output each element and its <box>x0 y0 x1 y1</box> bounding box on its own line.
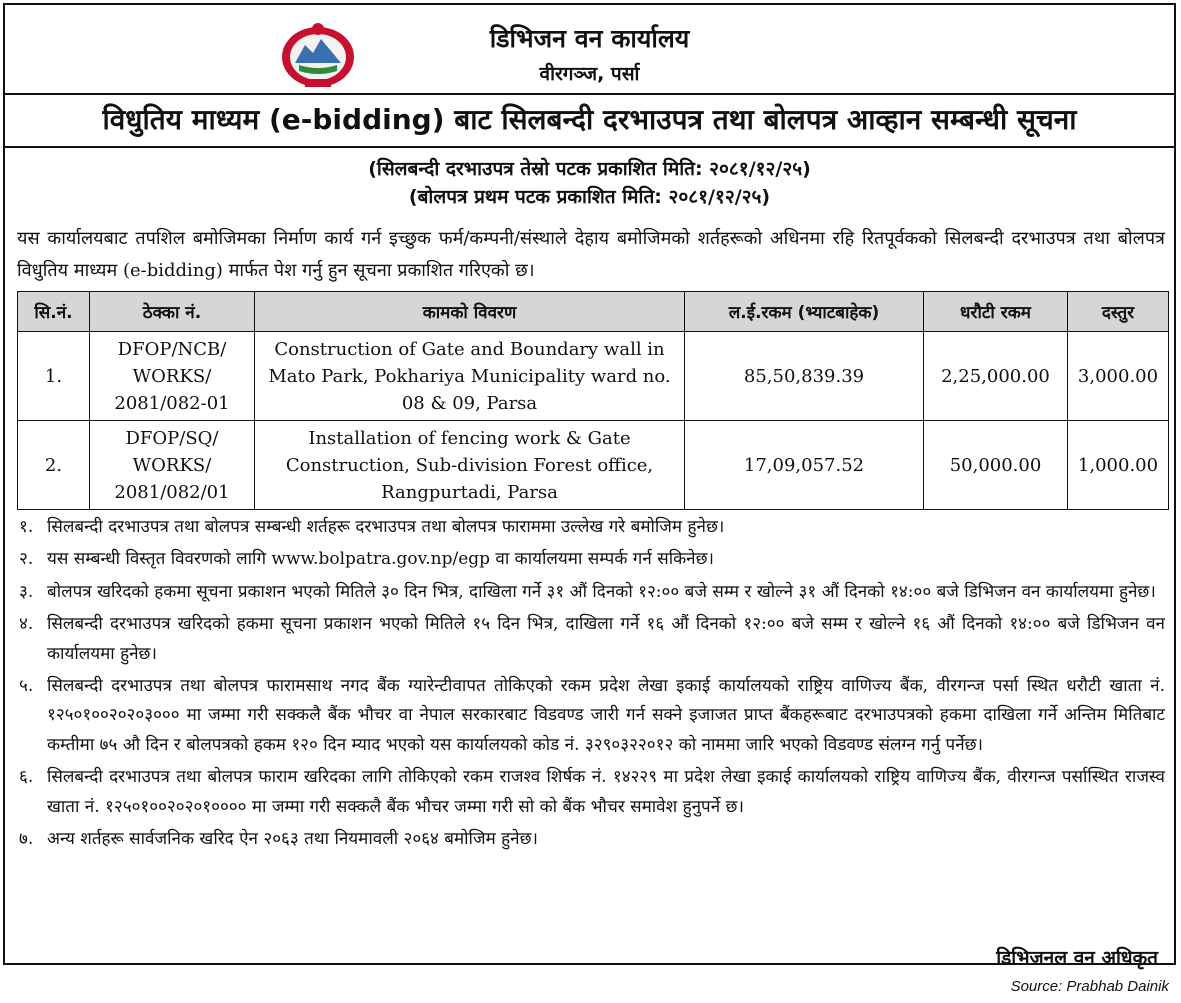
intro-paragraph: यस कार्यालयबाट तपशिल बमोजिमका निर्माण कार्य गर्न इच्छुक फर्म/कम्पनी/संस्थाले देहाय बमोजिमको शर्तहरूको अधिनमा रहि रितपूर्वकको सिलबन्दी दरभाउपत्र तथा बोलपत्र विधुतिय माध्यम (e-bidding) मार्फत पेश गर्नु हुन सूचना प्रकाशित गरिएको छ। <box>17 228 1165 281</box>
condition-text: सिलबन्दी दरभाउपत्र खरिदको हकमा सूचना प्रकाशन भएको मितिले १५ दिन भित्र, दाखिला गर्ने १६ औं दिनको १२:०० बजे सम्म र खोल्ने १६ औं दिनको १४:०० बजे डिभिजन वन कार्यालयमा हुनेछ। <box>47 614 1165 664</box>
col-header-contract-no: ठेक्का नं. <box>90 292 255 332</box>
condition-text: सिलबन्दी दरभाउपत्र तथा बोलपत्र सम्बन्धी शर्तहरू दरभाउपत्र तथा बोलपत्र फाराममा उल्लेख गरे बमोजिम हुनेछ। <box>47 517 725 537</box>
cell-deposit: 50,000.00 <box>924 421 1068 510</box>
condition-item <box>17 825 1165 854</box>
cell-estimate: 17,09,057.52 <box>685 421 924 510</box>
source-credit: Source: Prabhab Dainik <box>1010 978 1169 995</box>
cell-fee: 3,000.00 <box>1068 332 1169 421</box>
col-header-description: कामको विवरण <box>255 292 685 332</box>
cell-deposit: 2,25,000.00 <box>924 332 1068 421</box>
condition-text: यस सम्बन्धी विस्तृत विवरणको लागि www.bolpatra.gov.np/egp वा कार्यालयमा सम्पर्क गर्न सकिनेछ। <box>47 549 714 570</box>
notice-header <box>5 5 1174 93</box>
publication-date-dar-bhaupatra: (सिलबन्दी दरभाउपत्र तेस्रो पटक प्रकाशित मिति: २०८१/१२/२५) <box>368 158 811 180</box>
cell-sn: 2. <box>18 421 90 510</box>
condition-item <box>17 672 1165 760</box>
office-location: वीरगञ्ज, पर्सा <box>539 63 640 85</box>
notice-frame <box>3 3 1176 969</box>
condition-item <box>17 763 1165 822</box>
col-header-sn: सि.नं. <box>18 292 90 332</box>
condition-number: २. <box>19 549 34 570</box>
col-header-deposit: धरौटी रकम <box>924 292 1068 332</box>
publication-date-bolpatra: (बोलपत्र प्रथम पटक प्रकाशित मिति: २०८१/१२/२५) <box>408 186 771 208</box>
condition-number: ७. <box>19 829 34 850</box>
condition-number: ४. <box>19 614 34 635</box>
cell-contract-no: DFOP/SQ/ WORKS/ 2081/082/01 <box>90 421 255 510</box>
conditions-list <box>17 513 1165 857</box>
table-row <box>18 332 1169 421</box>
cell-contract-no: DFOP/NCB/ WORKS/ 2081/082-01 <box>90 332 255 421</box>
notice-title: विधुतिय माध्यम (e-bidding) बाट सिलबन्दी दरभाउपत्र तथा बोलपत्र आव्हान सम्बन्धी सूचना <box>5 93 1174 148</box>
condition-item <box>17 610 1165 669</box>
col-header-estimate: ल.ई.रकम (भ्याटबाहेक) <box>685 292 924 332</box>
condition-number: ३. <box>19 581 34 602</box>
cell-fee: 1,000.00 <box>1068 421 1169 510</box>
condition-number: १. <box>19 517 34 537</box>
cell-description: Installation of fencing work & Gate Construction, Sub-division Forest office, Rangpurtadi, Parsa <box>255 421 685 510</box>
condition-text: अन्य शर्तहरू सार्वजनिक खरिद ऐन २०६३ तथा नियमावली २०६४ बमोजिम हुनेछ। <box>47 829 538 850</box>
cell-description: Construction of Gate and Boundary wall in Mato Park, Pokhariya Municipality ward no. 08 & 09, Parsa <box>255 332 685 421</box>
condition-number: ५. <box>19 676 34 697</box>
condition-item <box>17 578 1165 607</box>
condition-text: सिलबन्दी दरभाउपत्र तथा बोलपत्र फाराम खरिदका लागि तोकिएको रकम राजश्व शिर्षक नं. १४२२९ मा प्रदेश लेखा इकाई कार्यालयको राष्ट्रिय वाणिज्य बैंक, वीरगन्ज पर्सास्थित राजस्व खाता नं. १२५०१००२०२०१०००० मा जम्मा गरी सक्कलै बैंक भौचर जम्मा गरी सो को बैंक भौचर समावेश हुनुपर्ने छ। <box>47 767 1165 817</box>
condition-item <box>17 513 1165 542</box>
office-name: डिभिजन वन कार्यालय <box>489 24 690 53</box>
condition-text: सिलबन्दी दरभाउपत्र तथा बोलपत्र फारामसाथ नगद बैंक ग्यारेन्टीवापत तोकिएको रकम प्रदेश लेखा इकाई कार्यालयको राष्ट्रिय वाणिज्य बैंक, वीरगन्ज पर्सा स्थित धरौटी खाता नं. १२५०१००२०२०३००० मा जम्मा गरी सक्कलै बैंक भौचर वा नेपाल सरकारबाट विडवण्ड जारी गर्न सक्ने इजाजत प्राप्त बैंकहरूबाट दरभाउपत्रको हकमा दाखिला गर्ने अन्तिम मितिबाट कम्तीमा ७५ औ दिन र बोलपत्रको हकम १२० दिन म्याद भएको यस कार्यालयको कोड नं. ३२९०३२२०१२ को नाममा जारि भएको विडवण्ड संलग्न गर्नु पर्नेछ। <box>47 676 1165 755</box>
condition-item <box>17 545 1165 574</box>
col-header-fee: दस्तुर <box>1068 292 1169 332</box>
condition-number: ६. <box>19 767 34 788</box>
bid-table <box>17 291 1169 510</box>
table-header-row <box>18 292 1169 332</box>
cell-estimate: 85,50,839.39 <box>685 332 924 421</box>
condition-text: बोलपत्र खरिदको हकमा सूचना प्रकाशन भएको मितिले ३० दिन भित्र, दाखिला गर्ने ३१ औं दिनको १२:०० बजे सम्म र खोल्ने ३१ औं दिनको १४:०० बजे डिभिजन वन कार्यालयमा हुनेछ। <box>47 581 1156 602</box>
table-row <box>18 421 1169 510</box>
signatory-title: डिभिजनल वन अधिकृत <box>996 947 1158 969</box>
cell-sn: 1. <box>18 332 90 421</box>
